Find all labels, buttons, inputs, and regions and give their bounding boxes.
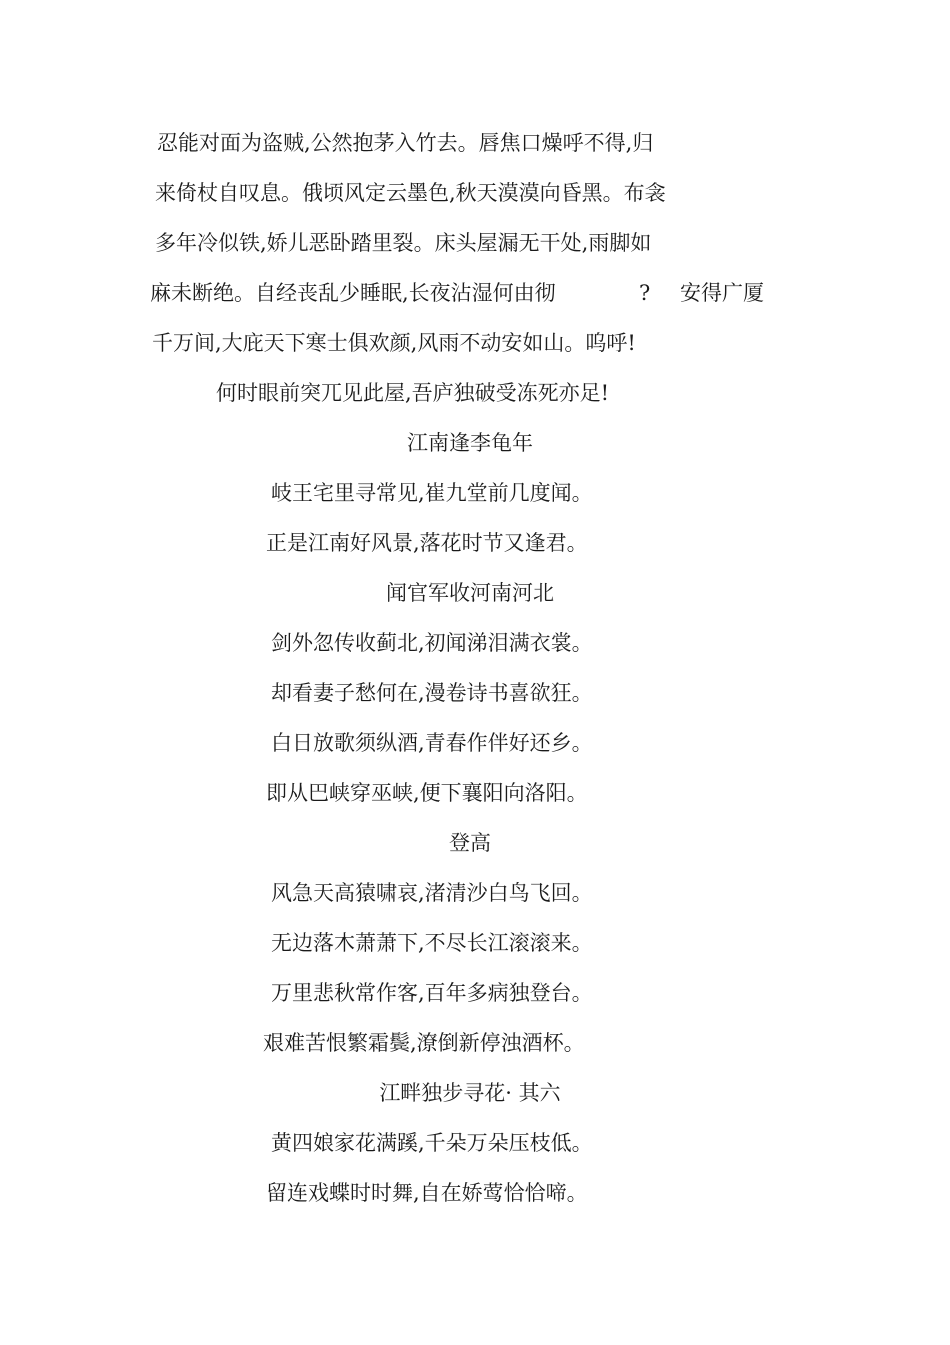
poem-line: 留连戏蝶时时舞,自在娇莺恰恰啼。 — [266, 1181, 588, 1205]
poem-title: 登高 — [449, 831, 491, 855]
prose-line-4-question-mark: ? — [639, 281, 651, 305]
poem-line: 却看妻子愁何在,漫卷诗书喜欲狂。 — [271, 681, 593, 705]
prose-line-5: 千万间,大庇天下寒士俱欢颜,风雨不动安如山。呜呼! — [152, 331, 636, 355]
poem-line: 艰难苦恨繁霜鬓,潦倒新停浊酒杯。 — [263, 1031, 585, 1055]
prose-line-6: 何时眼前突兀见此屋,吾庐独破受冻死亦足! — [216, 381, 610, 405]
poem-line: 正是江南好风景,落花时节又逢君。 — [266, 531, 588, 555]
poem-line: 白日放歌须纵酒,青春作伴好还乡。 — [271, 731, 593, 755]
prose-line-3: 多年冷似铁,娇儿恶卧踏里裂。床头屋漏无干处,雨脚如 — [155, 231, 652, 255]
poem-line: 万里悲秋常作客,百年多病独登台。 — [271, 981, 593, 1005]
poem-title: 江南逢李龟年 — [407, 431, 533, 455]
poem-line: 风急天高猿啸哀,渚清沙白鸟飞回。 — [271, 881, 593, 905]
poem-line: 黄四娘家花满蹊,千朵万朵压枝低。 — [271, 1131, 593, 1155]
prose-line-1: 忍能对面为盗贼,公然抱茅入竹去。唇焦口燥呼不得,归 — [157, 131, 654, 155]
prose-line-4: 麻未断绝。自经丧乱少睡眠,长夜沾湿何由彻 — [150, 281, 556, 305]
poem-line: 即从巴峡穿巫峡,便下襄阳向洛阳。 — [266, 781, 588, 805]
poem-line: 无边落木萧萧下,不尽长江滚滚来。 — [271, 931, 593, 955]
poem-line: 剑外忽传收蓟北,初闻涕泪满衣裳。 — [271, 631, 593, 655]
poem-line: 岐王宅里寻常见,崔九堂前几度闻。 — [271, 481, 593, 505]
prose-line-2: 来倚杖自叹息。俄顷风定云墨色,秋天漠漠向昏黑。布衾 — [155, 181, 666, 205]
poem-title: 江畔独步寻花· 其六 — [379, 1081, 561, 1105]
poem-title: 闻官军收河南河北 — [386, 581, 554, 605]
prose-line-4-tail: 安得广厦 — [680, 281, 764, 305]
